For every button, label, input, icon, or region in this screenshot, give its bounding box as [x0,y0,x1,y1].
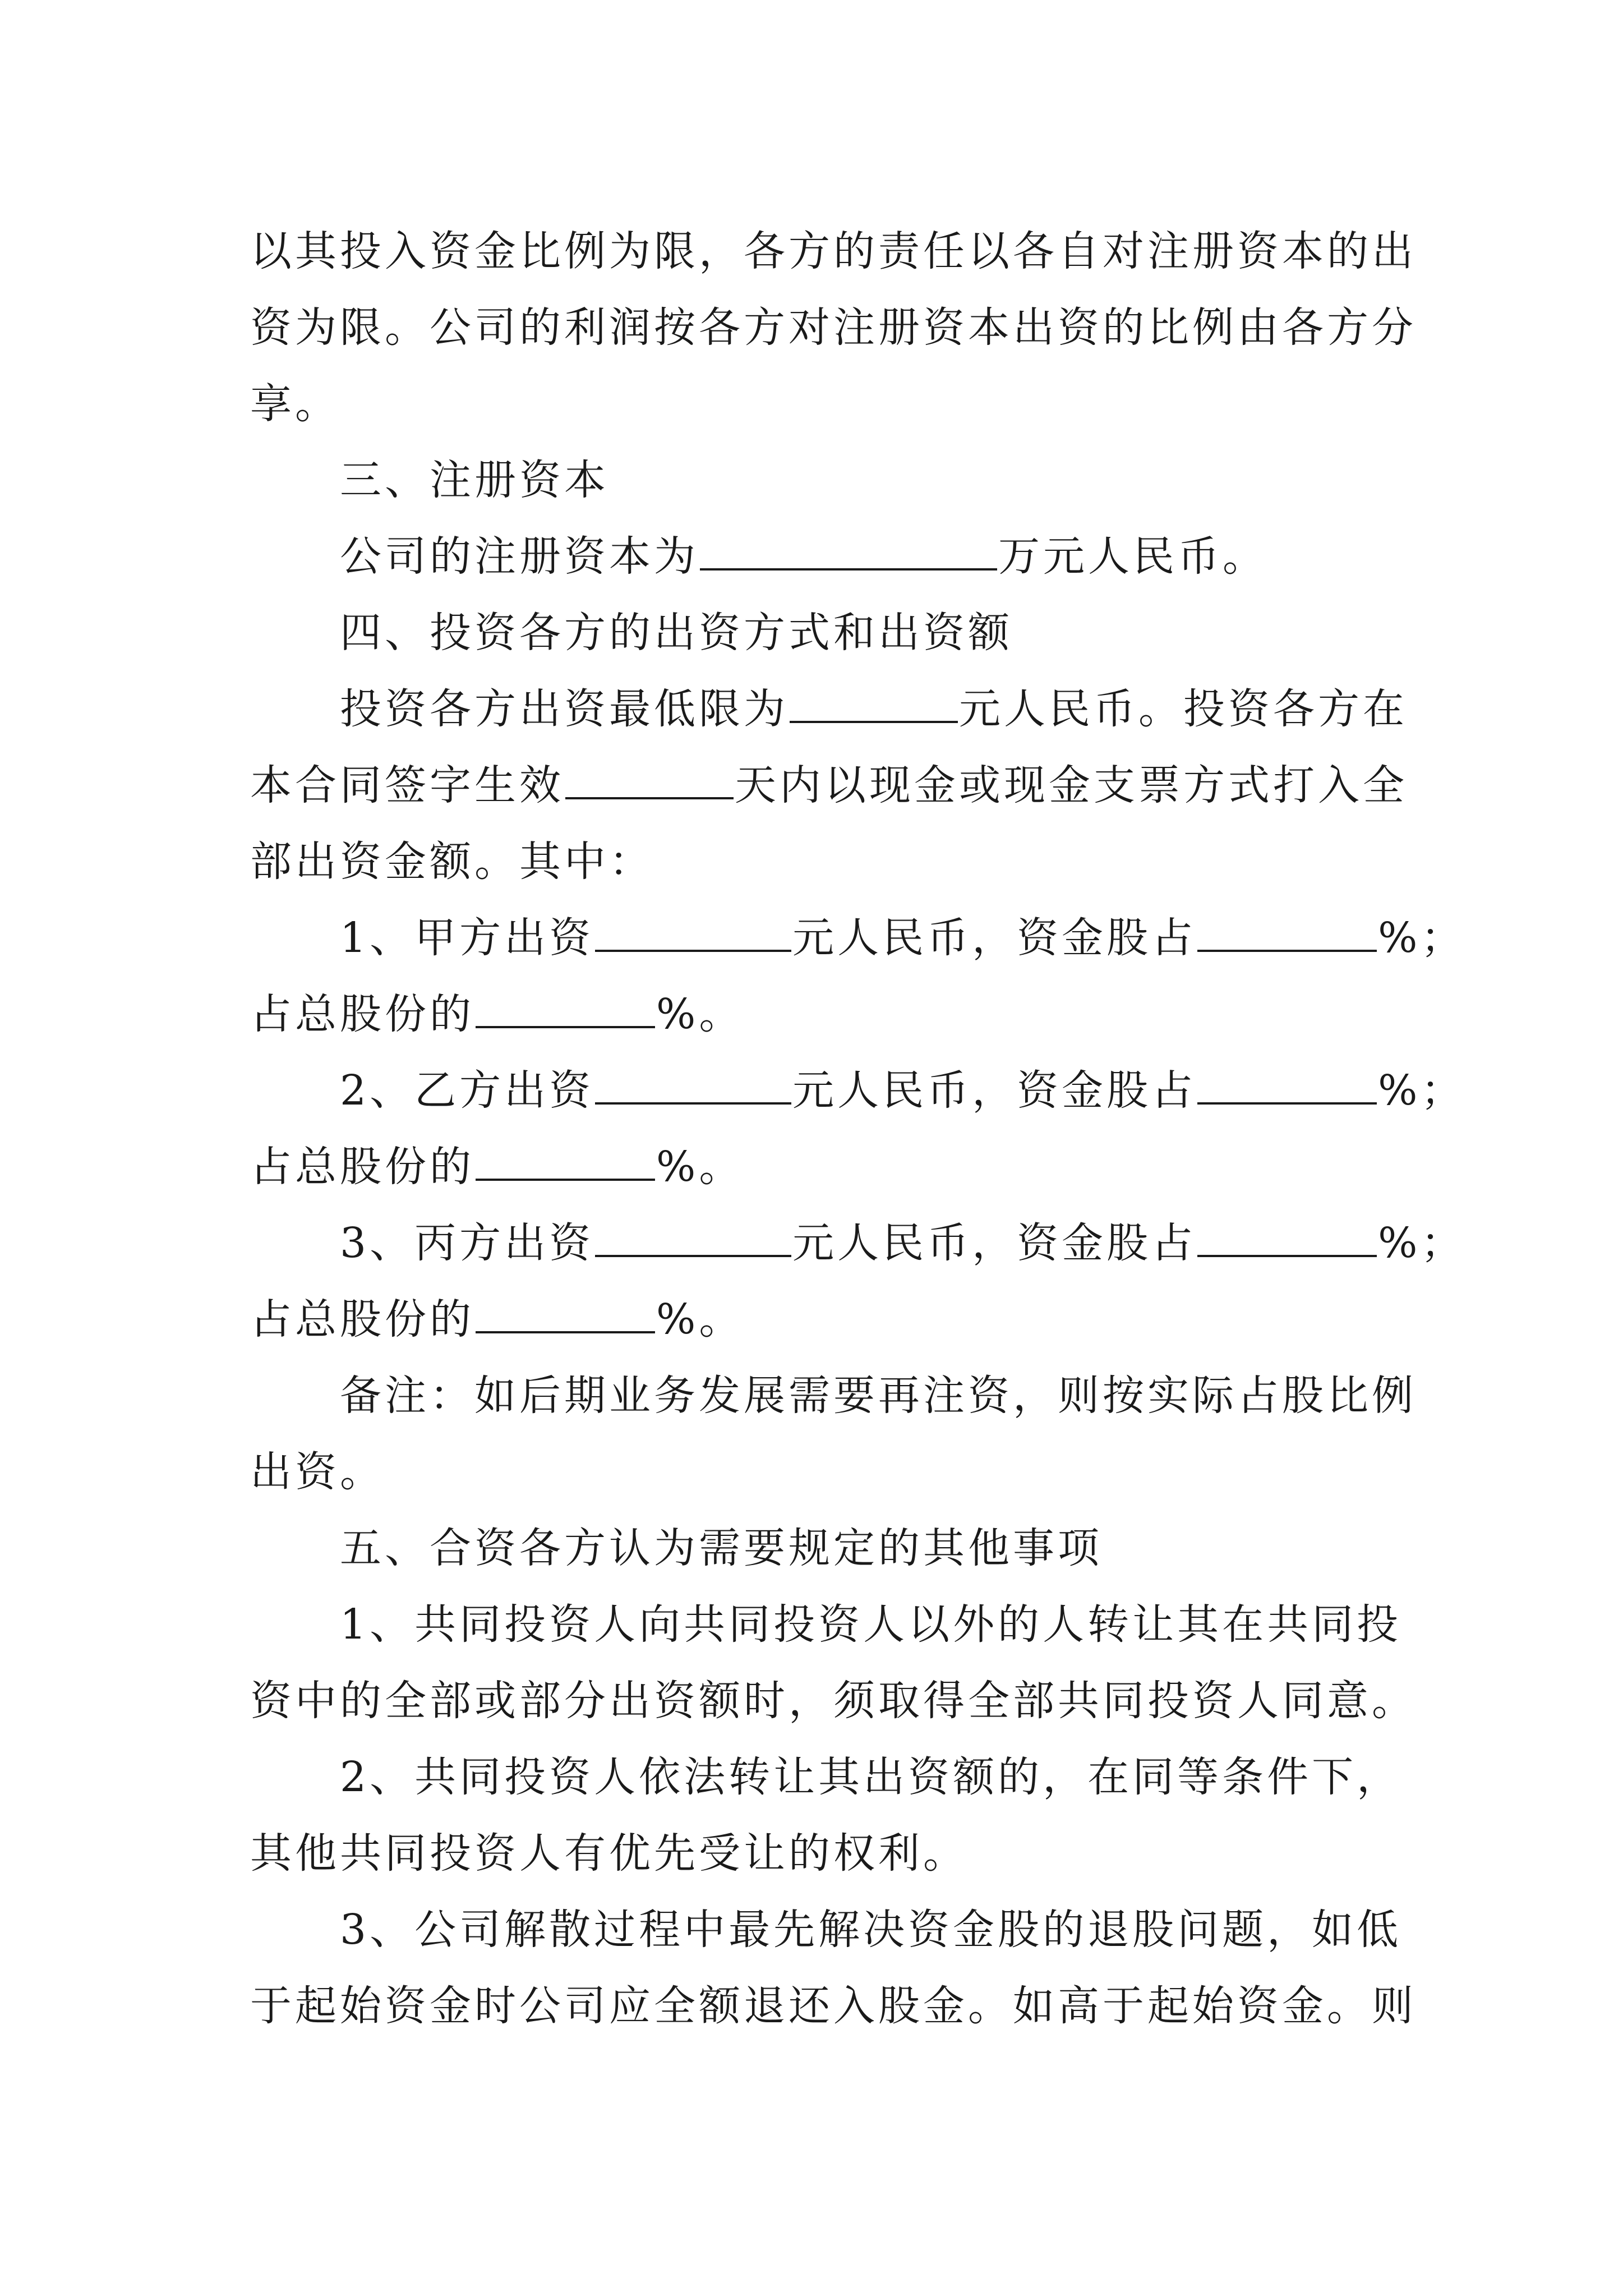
item-1-line: 资中的全部或部分出资额时，须取得全部共同投资人同意。 [250,1677,1417,1725]
fill-in-blank [476,1143,655,1181]
party-b-line [250,1052,1466,1129]
fill-in-blank [476,1295,655,1333]
paragraph-line: 以其投入资金比例为限，各方的责任以各自对注册资本的出 [250,227,1417,275]
text-segment: %； [1378,1219,1466,1267]
text-segment: 元人民币，资金股占 [792,1066,1197,1115]
text-segment: 占总股份的 [250,990,474,1038]
text-segment: 2、乙方出资 [340,1066,594,1115]
fill-in-blank [1197,914,1377,952]
paragraph-line: 享。 [250,380,340,428]
text-segment: 3、丙方出资 [340,1219,594,1267]
text-segment: 占总股份的 [250,1295,474,1343]
section-heading-5: 五、合资各方认为需要规定的其他事项 [340,1524,1103,1572]
fill-in-blank [595,914,791,952]
note-line: 备注：如后期业务发展需要再注资，则按实际占股比例 [340,1372,1417,1420]
fill-in-blank [595,1219,791,1257]
text-segment: 元人民币，资金股占 [792,1219,1197,1267]
text-segment: 本合同签字生效 [250,761,564,809]
text-segment: %。 [656,1295,744,1343]
document-page [250,213,1466,2044]
minimum-investment-line [250,747,1408,823]
paragraph-line: 部出资金额。其中： [250,838,654,886]
item-2-line: 其他共同投资人有优先受让的权利。 [250,1829,968,1878]
minimum-investment-line [250,671,1408,747]
text-segment: 投资各方出资最低限为 [340,685,789,733]
fill-in-blank [1197,1066,1377,1105]
item-3-line: 于起始资金时公司应全额退还入股金。如高于起始资金。则 [250,1982,1417,2030]
party-a-share-line [250,976,1389,1052]
fill-in-blank [790,685,958,723]
party-a-line [250,900,1466,976]
fill-in-blank [1197,1219,1377,1257]
text-segment: 元人民币，资金股占 [792,914,1197,962]
fill-in-blank [565,761,734,799]
fill-in-blank [700,532,997,570]
party-c-share-line [250,1281,1389,1358]
item-1-line: 1、共同投资人向共同投资人以外的人转让其在共同投 [340,1600,1402,1649]
registered-capital-line [250,518,1389,595]
fill-in-blank [595,1066,791,1105]
text-segment: 元人民币。投资各方在 [959,685,1408,733]
text-segment: %； [1378,1066,1466,1115]
fill-in-blank [476,990,655,1028]
text-segment: 天内以现金或现金支票方式打入全 [735,761,1408,809]
text-segment: %； [1378,914,1466,962]
text-segment: 占总股份的 [250,1143,474,1191]
text-segment: 公司的注册资本为 [340,532,699,581]
paragraph-line: 资为限。公司的利润按各方对注册资本出资的比例由各方分 [250,303,1417,352]
section-heading-3: 三、注册资本 [340,456,609,504]
text-segment: 万元人民币。 [998,532,1267,581]
party-b-share-line [250,1129,1389,1205]
text-segment: 1、甲方出资 [340,914,594,962]
note-line: 出资。 [250,1448,385,1496]
text-segment: %。 [656,1143,744,1191]
item-3-line: 3、公司解散过程中最先解决资金股的退股问题，如低 [340,1906,1402,1954]
text-segment: %。 [656,990,744,1038]
section-heading-4: 四、投资各方的出资方式和出资额 [340,609,1013,657]
party-c-line [250,1205,1466,1281]
item-2-line: 2、共同投资人依法转让其出资额的，在同等条件下， [340,1753,1402,1801]
